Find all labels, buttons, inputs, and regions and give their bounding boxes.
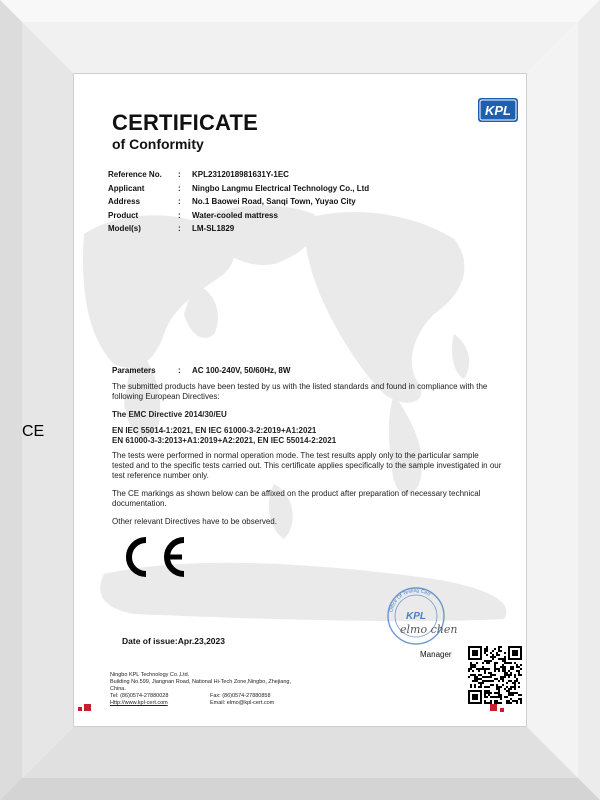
footer — [110, 672, 291, 707]
manager-label: Manager — [420, 650, 452, 659]
info-row-reference — [108, 168, 369, 182]
stamp-logo-text: KPL — [406, 611, 426, 622]
footer-website-link[interactable]: Http://www.kpl-cert.com — [110, 700, 168, 706]
date-of-issue: Date of issue:Apr.23,2023 — [122, 636, 225, 646]
info-row-address — [108, 195, 369, 209]
ce-mark-text: CE — [22, 423, 45, 440]
svg-text:Office Of Testing Cert — [388, 588, 432, 613]
kpl-logo — [478, 98, 518, 122]
info-colon: : — [178, 183, 181, 193]
info-value: LM-SL1829 — [192, 224, 235, 234]
footer-address-2: China. — [110, 686, 126, 692]
info-label: Address — [108, 197, 141, 207]
kpl-logo-text: KPL — [485, 103, 511, 118]
decor-square — [84, 704, 91, 711]
qr-code — [468, 646, 522, 704]
certificate-title: CERTIFICATE — [112, 110, 259, 135]
parameters-label: Parameters — [112, 366, 156, 375]
certificate-subtitle: of Conformity — [112, 136, 204, 152]
standards-line-2: EN 61000-3-3:2013+A1:2019+A2:2021, EN IEC 55014-2:2021 — [112, 436, 337, 445]
ce-markings-text: The CE markings as shown below can be affixed on the product after preparation of necessary technical documentation. — [112, 489, 481, 508]
submitted-text: The submitted products have been tested by us with the listed standards and found in compliance with the following European Directives: — [112, 382, 488, 401]
parameters-colon: : — [178, 366, 181, 375]
parameters-row — [112, 366, 290, 375]
info-label: Reference No. — [108, 170, 162, 180]
info-row-product — [108, 209, 369, 223]
footer-tel: Tel: (86)0574-27880028 — [110, 693, 169, 699]
info-label: Product — [108, 210, 139, 220]
info-colon: : — [178, 210, 181, 220]
standards-line-1: EN IEC 55014-1:2021, EN IEC 61000-3-2:2019+A1:2021 — [112, 426, 317, 435]
ce-mark — [22, 423, 194, 578]
certificate-info — [108, 168, 369, 236]
info-colon: : — [178, 224, 181, 234]
directive-text: The EMC Directive 2014/30/EU — [112, 410, 227, 419]
other-directives-text: Other relevant Directives have to be observed. — [112, 517, 277, 526]
info-value: KPL2312018981631Y-1EC — [192, 170, 289, 180]
footer-email-link[interactable]: Email: elmo@kpl-cert.com — [210, 700, 275, 706]
parameters-value: AC 100-240V, 50/60Hz, 8W — [192, 366, 291, 375]
decor-square — [490, 704, 497, 711]
decor-square — [500, 708, 504, 712]
kpl-stamp — [382, 584, 482, 654]
info-value: No.1 Baowei Road, Sanqi Town, Yuyao City — [192, 197, 356, 207]
info-colon: : — [178, 197, 181, 207]
footer-fax: Fax: (86)0574-27880858 — [210, 693, 271, 699]
stamp-text: Office Of Testing Cert — [388, 587, 432, 613]
certificate-paper — [22, 74, 526, 726]
footer-address-1: Building No.599, Jiangnan Road, National Hi-Tech Zone,Ningbo, Zhejiang, — [110, 679, 292, 685]
info-colon: : — [178, 170, 181, 180]
info-label: Applicant — [108, 183, 145, 193]
info-row-applicant — [108, 182, 369, 196]
signature: elmo chen — [400, 623, 458, 636]
info-value: Ningbo Langmu Electrical Technology Co., Ltd — [192, 183, 370, 193]
footer-company: Ningbo KPL Technology Co.,Ltd. — [110, 672, 190, 678]
info-label: Model(s) — [108, 224, 141, 234]
info-row-models — [108, 222, 369, 236]
decor-square — [78, 707, 82, 711]
tests-text: The tests were performed in normal operation mode. The test results apply only to the particular sample tested and to the specific tests carried out. This certificate applies specifically to the sample investigated in our test reference number only. — [112, 451, 502, 480]
info-value: Water-cooled mattress — [192, 210, 278, 220]
